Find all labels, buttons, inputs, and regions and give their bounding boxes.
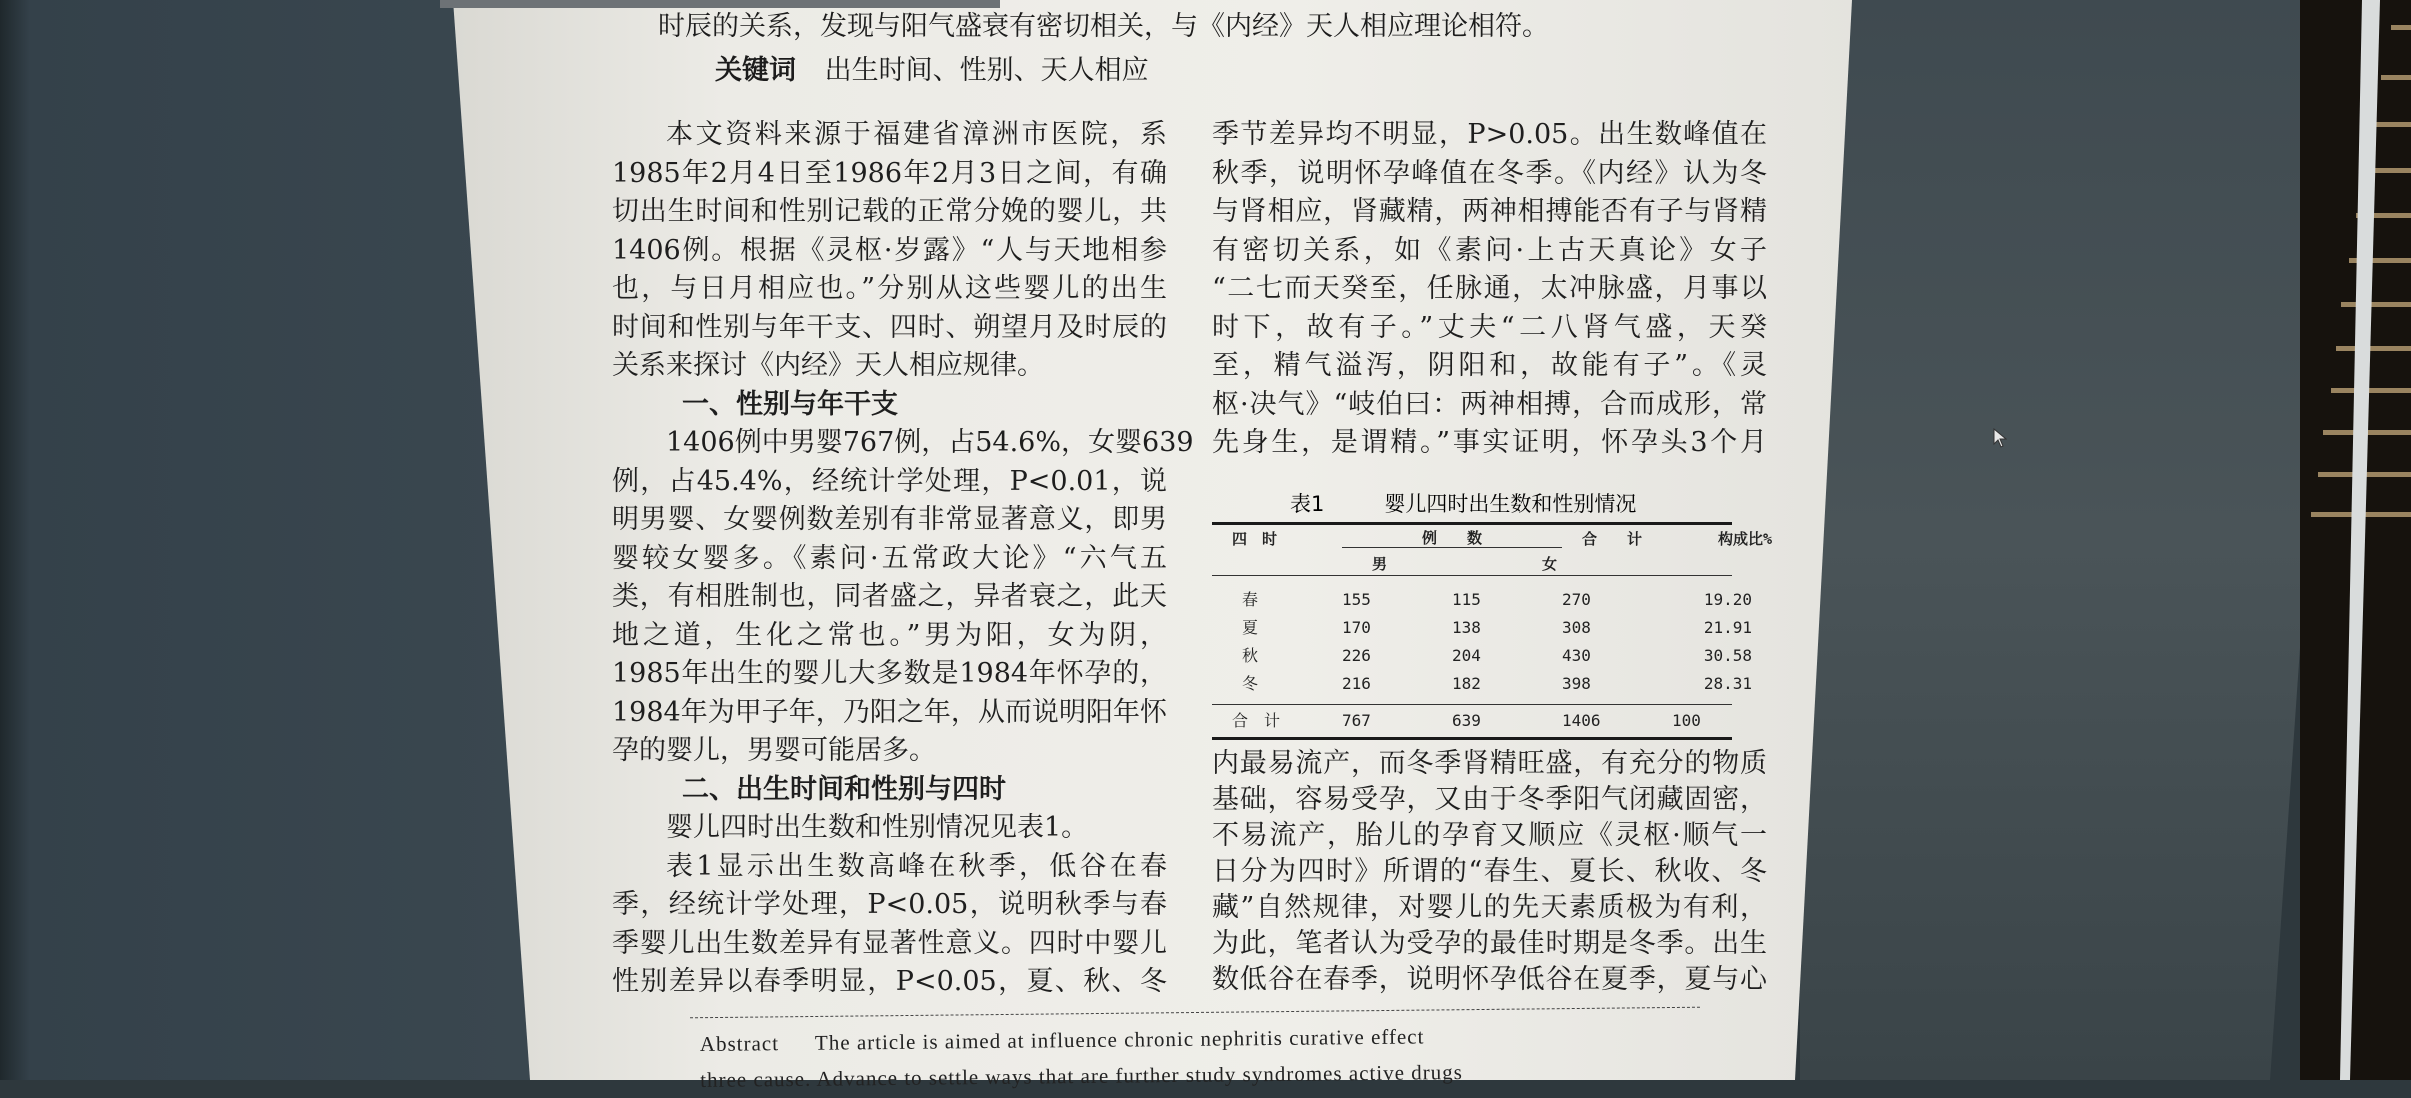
table-header-rule (1212, 575, 1732, 576)
header-season: 四 时 (1232, 530, 1278, 548)
table-1 (1212, 486, 1772, 740)
abstract-line: three cause. Advance to settle ways that are further study syndromes active drugs (700, 1060, 1463, 1092)
header-male: 男 (1372, 555, 1388, 573)
paragraph-line: 藏”自然规律，对婴儿的先天素质极为有利， (1212, 892, 1767, 923)
paragraph-line: 数低谷在春季，说明怀孕低谷在夏季，夏与心 (1212, 964, 1767, 995)
table-caption (1212, 486, 1732, 522)
right-text-column-top (1212, 116, 1767, 463)
paragraph-line: 先身生，是谓精。”事实证明，怀孕头3个月 (1212, 427, 1767, 458)
paragraph-line: 关系来探讨《内经》天人相应规律。 (612, 350, 1044, 381)
right-text-column-bottom (1212, 746, 1767, 998)
cell-season: 夏 (1242, 618, 1259, 637)
table-header-row (1212, 525, 1772, 553)
cell-male: 767 (1342, 711, 1371, 730)
cell-female: 138 (1452, 618, 1481, 637)
cell-male: 155 (1342, 590, 1371, 609)
paragraph-line: 内最易流产，而冬季肾精旺盛，有充分的物质 (1212, 748, 1767, 779)
paragraph-line: 明男婴、女婴例数差别有非常显著意义，即男 (612, 504, 1167, 535)
paragraph-line: 基础，容易受孕，又由于冬季阳气闭藏固密， (1212, 784, 1767, 815)
cell-season: 秋 (1242, 646, 1259, 665)
cell-ratio: 30.58 (1703, 646, 1752, 665)
cell-ratio: 28.31 (1703, 674, 1752, 693)
paragraph-line: 秋季，说明怀孕峰值在冬季。《内经》认为冬 (1212, 157, 1767, 189)
paragraph-line: 1985年2月4日至1986年2月3日之间，有确 (612, 157, 1167, 189)
cell-female: 204 (1452, 646, 1481, 665)
cell-ratio: 100 (1672, 711, 1701, 730)
keywords-value: 出生时间、性别、天人相应 (824, 55, 1149, 86)
table-number: 表1 (1290, 492, 1325, 516)
cell-male: 226 (1342, 646, 1371, 665)
paragraph-line: 例，占45.4%，经统计学处理，P<0.01，说 (612, 465, 1167, 497)
paragraph-line: 季，经统计学处理，P<0.05，说明秋季与春 (612, 889, 1167, 920)
cell-female: 182 (1452, 674, 1481, 693)
table-subheader-row (1212, 553, 1732, 575)
paragraph-line: 1985年出生的婴儿大多数是1984年怀孕的， (612, 658, 1167, 689)
header-total: 合 计 (1582, 530, 1643, 548)
paragraph-line: 有密切关系，如《素问·上古天真论》女子 (1212, 234, 1767, 266)
cell-male: 170 (1342, 618, 1371, 637)
table-sum-row (1212, 705, 1732, 737)
paragraph-line: 1406例中男婴767例，占54.6%，女婴639 (666, 427, 1194, 458)
paragraph-line: 季节差异均不明显，P>0.05。出生数峰值在 (1212, 119, 1767, 150)
cell-total: 308 (1562, 618, 1591, 637)
left-text-column (612, 116, 1194, 1002)
paragraph-line: 时下，故有子。”丈夫“二八肾气盛，天癸 (1212, 311, 1767, 343)
paragraph-line: 性别差异以春季明显，P<0.05，夏、秋、冬 (612, 966, 1167, 997)
abstract-line: The article is aimed at influence chronic nephritis curative effect (814, 1024, 1425, 1055)
paragraph-line: 与肾相应，肾藏精，两神相搏能否有子与肾精 (1212, 196, 1767, 227)
cell-female: 115 (1452, 590, 1481, 609)
table-row (1212, 670, 1752, 698)
paragraph-line: 孕的婴儿，男婴可能居多。 (612, 735, 936, 766)
header-cases: 例 数 (1342, 525, 1562, 548)
paragraph-line: 1406例。根据《灵枢·岁露》“人与天地相参 (612, 234, 1167, 266)
section-heading-2: 二、出生时间和性别与四时 (682, 773, 1006, 805)
paragraph-line: 为此，笔者认为受孕的最佳时期是冬季。出生 (1212, 928, 1767, 959)
paragraph-line: 不易流产，胎儿的孕育又顺应《灵枢·顺气一 (1212, 820, 1767, 851)
paragraph-line: 婴较女婴多。《素问·五常政大论》“六气五 (612, 542, 1167, 574)
cell-total: 398 (1562, 674, 1591, 693)
keywords-label: 关键词 (715, 55, 796, 86)
paragraph-line: 表1显示出生数高峰在秋季，低谷在春 (666, 850, 1167, 882)
cell-ratio: 19.20 (1703, 590, 1752, 609)
cell-season: 春 (1242, 590, 1259, 609)
cell-female: 639 (1452, 711, 1481, 730)
section-heading-1: 一、性别与年干支 (682, 388, 898, 420)
cell-total: 270 (1562, 590, 1591, 609)
cell-season: 合 计 (1232, 711, 1281, 730)
table-row (1212, 642, 1752, 670)
paragraph-line: “二七而天癸至，任脉通，太冲脉盛，月事以 (1212, 273, 1767, 304)
paragraph-line: 也，与日月相应也。”分别从这些婴儿的出生 (612, 273, 1167, 304)
table-row (1212, 586, 1752, 614)
paragraph-line: 地之道，生化之常也。”男为阳，女为阴， (612, 619, 1167, 651)
table-bottom-rule (1212, 737, 1732, 740)
abstract (700, 1018, 1463, 1098)
paragraph-line: 季婴儿出生数差异有显著性意义。四时中婴儿 (612, 927, 1167, 959)
paragraph-line: 日分为四时》所谓的“春生、夏长、秋收、冬 (1212, 856, 1767, 887)
paragraph-line: 时间和性别与年干支、四时、朔望月及时辰的 (612, 311, 1167, 343)
header-female: 女 (1542, 555, 1558, 573)
keywords-row (715, 48, 1149, 87)
paragraph-line: 至，精气溢泻，阴阳和，故能有子”。《灵 (1212, 350, 1767, 381)
paragraph-line: 类，有相胜制也，同者盛之，异者衰之，此天 (612, 581, 1167, 612)
paragraph-line: 婴儿四时出生数和性别情况见表1。 (666, 812, 1089, 843)
abstract-label: Abstract (699, 1031, 780, 1056)
paragraph-line: 本文资料来源于福建省漳洲市医院，系 (666, 119, 1167, 150)
cell-total: 1406 (1562, 711, 1601, 730)
table-row (1212, 614, 1752, 642)
cell-season: 冬 (1242, 674, 1259, 693)
mouse-pointer-icon (1993, 428, 2007, 448)
paragraph-line: 切出生时间和性别记载的正常分娩的婴儿，共 (612, 196, 1167, 227)
summary-last-line: 时辰的关系，发现与阳气盛衰有密切相关，与《内经》天人相应理论相符。 (658, 11, 1549, 42)
paragraph-line: 枢·决气》“岐伯曰：两神相搏，合而成形，常 (1212, 388, 1767, 420)
header-ratio: 构成比% (1717, 530, 1772, 548)
paragraph-line: 1984年为甲子年，乃阳之年，从而说明阳年怀 (612, 696, 1167, 728)
cell-ratio: 21.91 (1703, 618, 1752, 637)
cell-total: 430 (1562, 646, 1591, 665)
desktop-background-right (1800, 0, 2360, 1080)
cell-male: 216 (1342, 674, 1371, 693)
table-title: 婴儿四时出生数和性别情况 (1384, 492, 1637, 516)
